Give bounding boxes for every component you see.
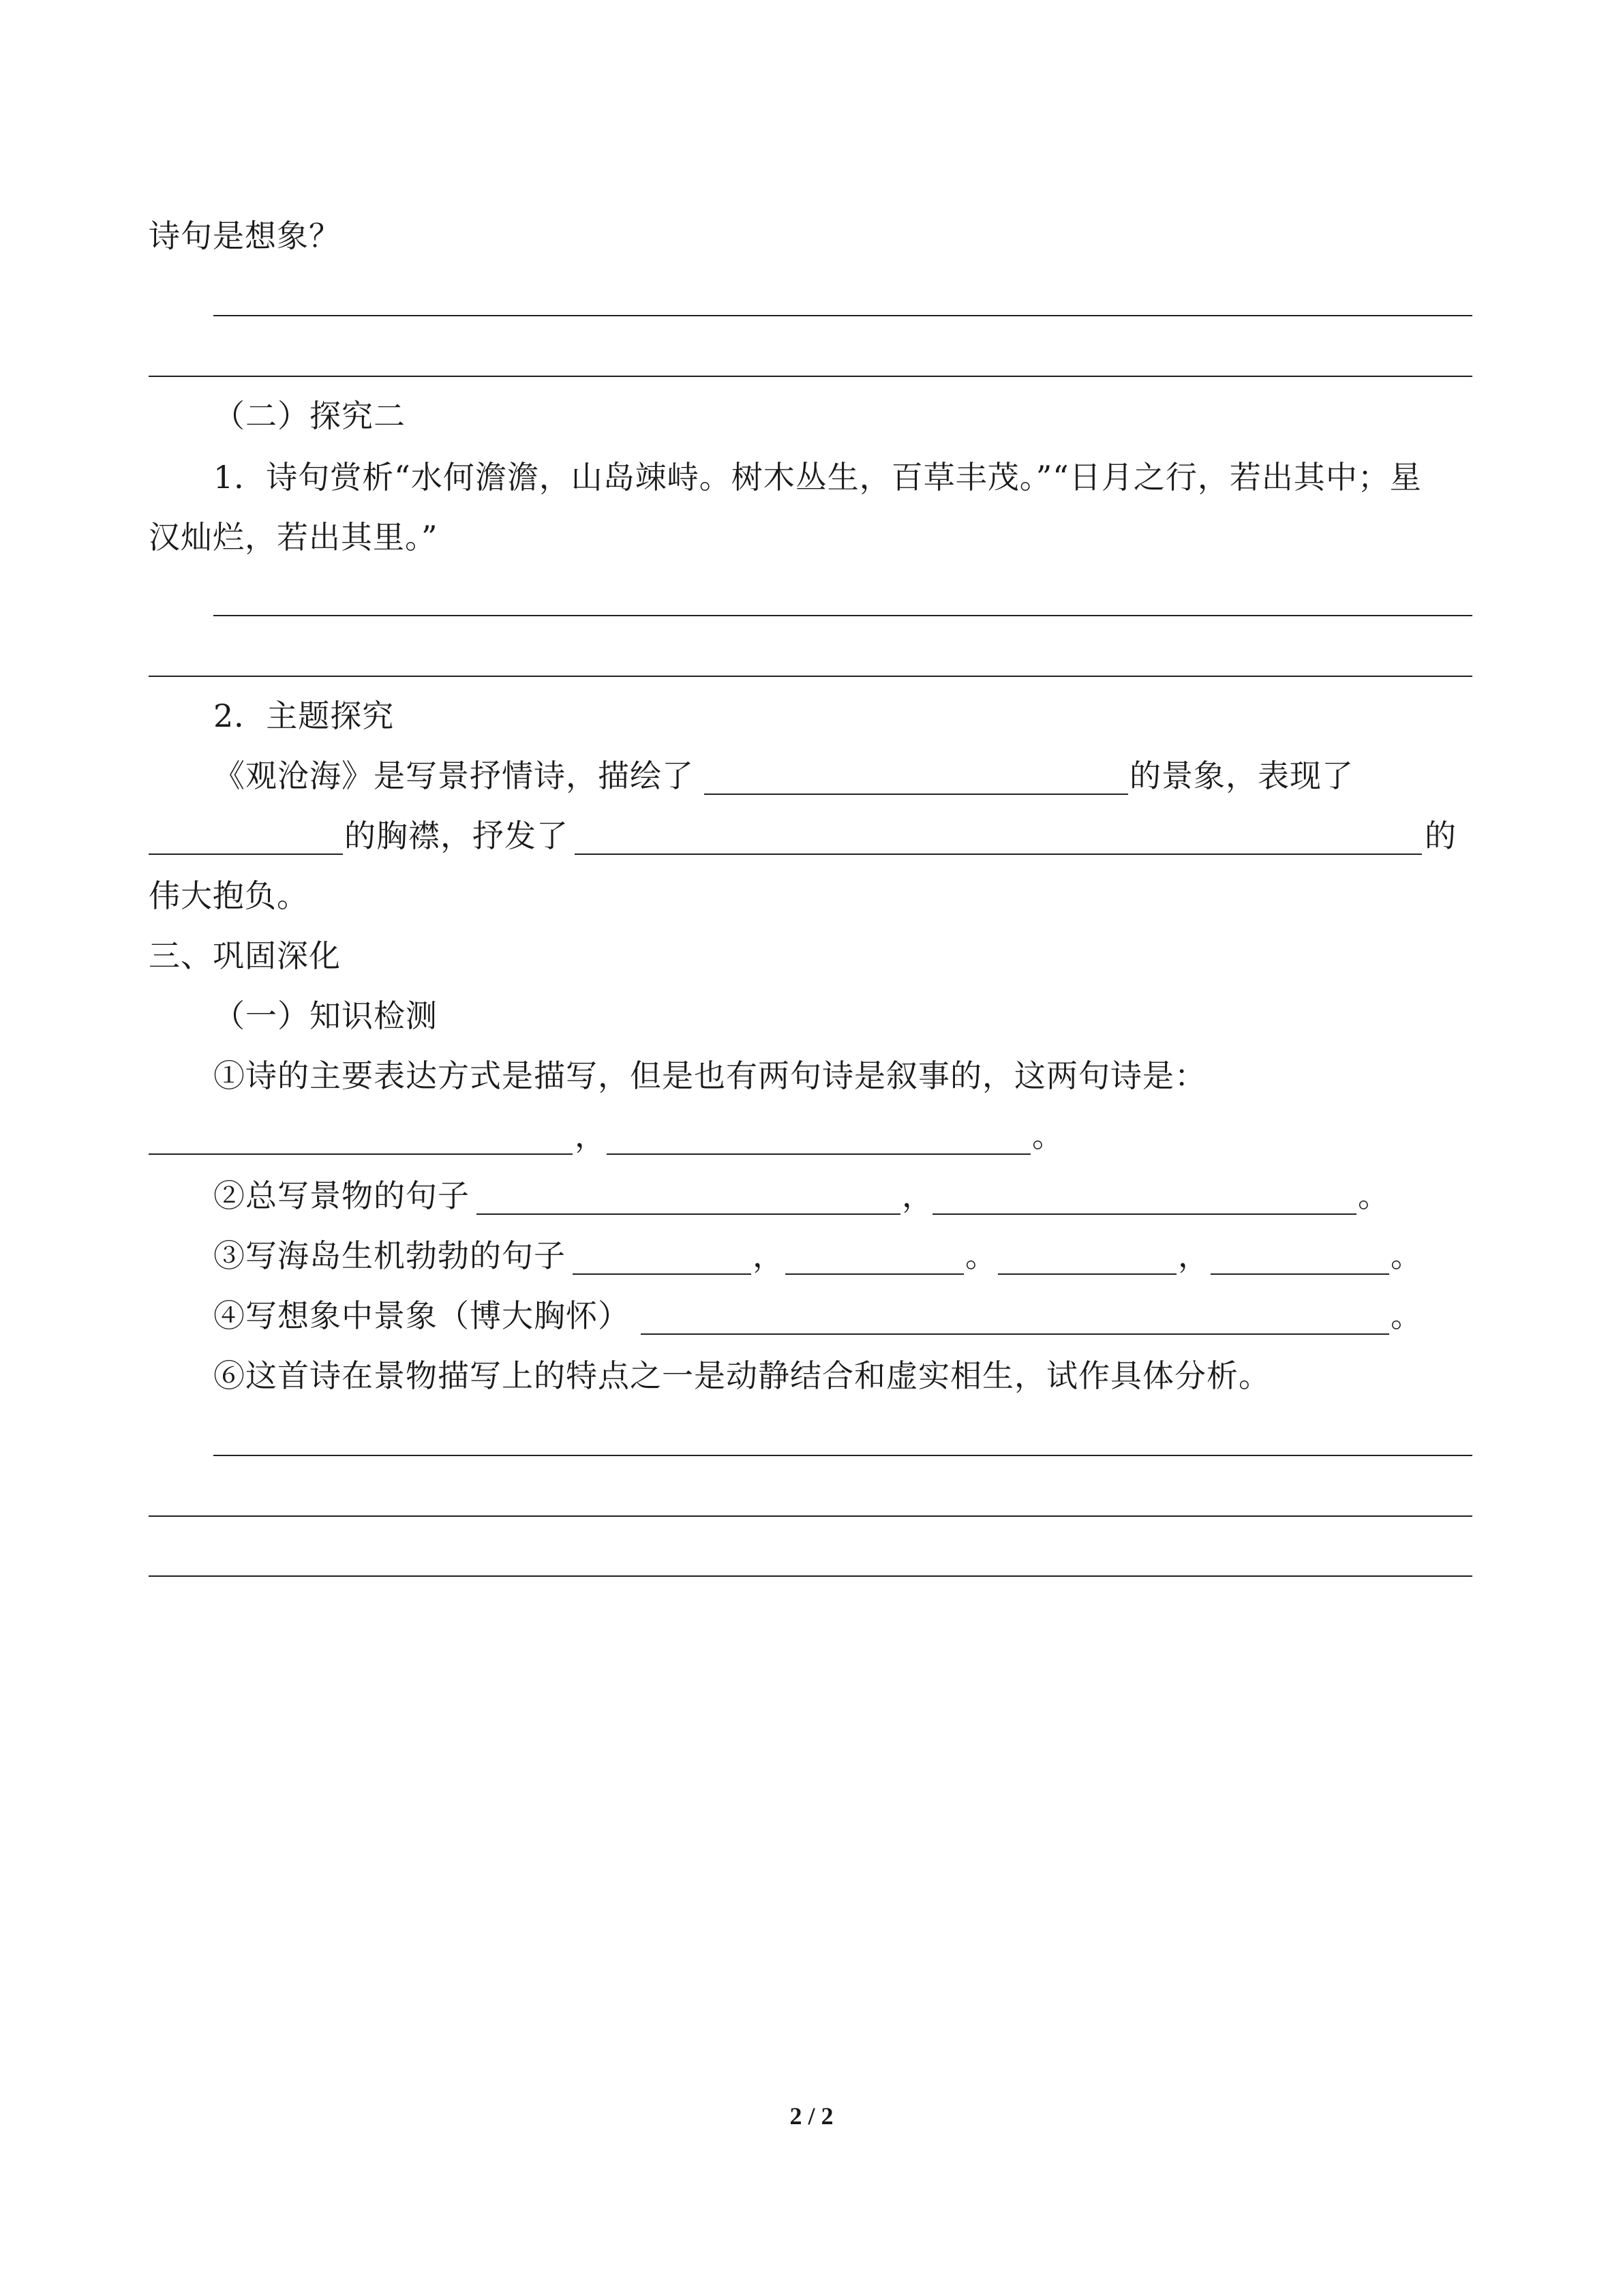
fill-blank-ambition[interactable] bbox=[575, 854, 1422, 855]
section-heading-explore-2: （二）探究二 bbox=[213, 397, 406, 434]
fill-blank-scene[interactable] bbox=[704, 794, 1128, 795]
fill-blank-island-2[interactable] bbox=[785, 1273, 964, 1275]
answer-line[interactable] bbox=[149, 1575, 1472, 1577]
item-3-end: 。 bbox=[1391, 1237, 1423, 1274]
answer-line[interactable] bbox=[149, 1515, 1472, 1517]
item-6-prompt: ⑥这首诗在景物描写上的特点之一是动静结合和虚实相生，试作具体分析。 bbox=[213, 1357, 1271, 1394]
fill-blank-island-4[interactable] bbox=[1211, 1273, 1389, 1275]
sub-heading-knowledge-test: （一）知识检测 bbox=[213, 997, 438, 1034]
fill-blank-narrative-1[interactable] bbox=[149, 1153, 573, 1155]
fill-blank-mind[interactable] bbox=[149, 854, 343, 855]
section-heading-consolidate: 三、巩固深化 bbox=[149, 937, 341, 974]
item-1-prompt: ①诗的主要表达方式是描写，但是也有两句诗是叙事的，这两句诗是： bbox=[213, 1057, 1207, 1094]
answer-line[interactable] bbox=[213, 315, 1472, 316]
item-4-end: 。 bbox=[1391, 1297, 1423, 1334]
item-4-prompt: ④写想象中景象（博大胸怀） bbox=[213, 1297, 630, 1334]
theme-text-c: 的胸襟，抒发了 bbox=[344, 817, 568, 854]
page-number: 2 / 2 bbox=[789, 2102, 834, 2130]
theme-text-a: 《观沧海》是写景抒情诗，描绘了 bbox=[213, 757, 694, 794]
item-3-separator-2: 。 bbox=[965, 1237, 997, 1274]
question-1-line-1: 1．诗句赏析“水何澹澹，山岛竦峙。树木丛生，百草丰茂。”“日月之行，若出其中；星 bbox=[213, 459, 1422, 496]
item-3-separator-1: ， bbox=[753, 1237, 785, 1274]
fill-blank-overall-2[interactable] bbox=[932, 1213, 1356, 1215]
question-2-heading: 2．主题探究 bbox=[213, 697, 395, 734]
item-1-end: 。 bbox=[1032, 1117, 1064, 1154]
item-3-prompt: ③写海岛生机勃勃的句子 bbox=[213, 1237, 566, 1274]
question-continuation: 诗句是想象？ bbox=[149, 217, 341, 254]
item-2-end: 。 bbox=[1358, 1177, 1390, 1214]
theme-text-b: 的景象，表现了 bbox=[1129, 757, 1354, 794]
fill-blank-overall-1[interactable] bbox=[476, 1213, 900, 1215]
fill-blank-island-1[interactable] bbox=[573, 1273, 751, 1275]
answer-line[interactable] bbox=[149, 676, 1472, 677]
item-1-separator: ， bbox=[575, 1117, 607, 1154]
theme-text-d: 的 bbox=[1425, 817, 1457, 854]
answer-line[interactable] bbox=[149, 376, 1472, 377]
answer-line[interactable] bbox=[213, 615, 1472, 616]
item-2-separator: ， bbox=[902, 1177, 934, 1214]
answer-line[interactable] bbox=[213, 1455, 1472, 1456]
theme-text-e: 伟大抱负。 bbox=[149, 877, 309, 914]
item-3-separator-3: ， bbox=[1178, 1237, 1210, 1274]
fill-blank-narrative-2[interactable] bbox=[607, 1153, 1031, 1155]
fill-blank-island-3[interactable] bbox=[998, 1273, 1177, 1275]
item-2-prompt: ②总写景物的句子 bbox=[213, 1177, 470, 1214]
question-1-line-2: 汉灿烂，若出其里。” bbox=[149, 519, 438, 556]
fill-blank-imagination[interactable] bbox=[641, 1333, 1389, 1335]
